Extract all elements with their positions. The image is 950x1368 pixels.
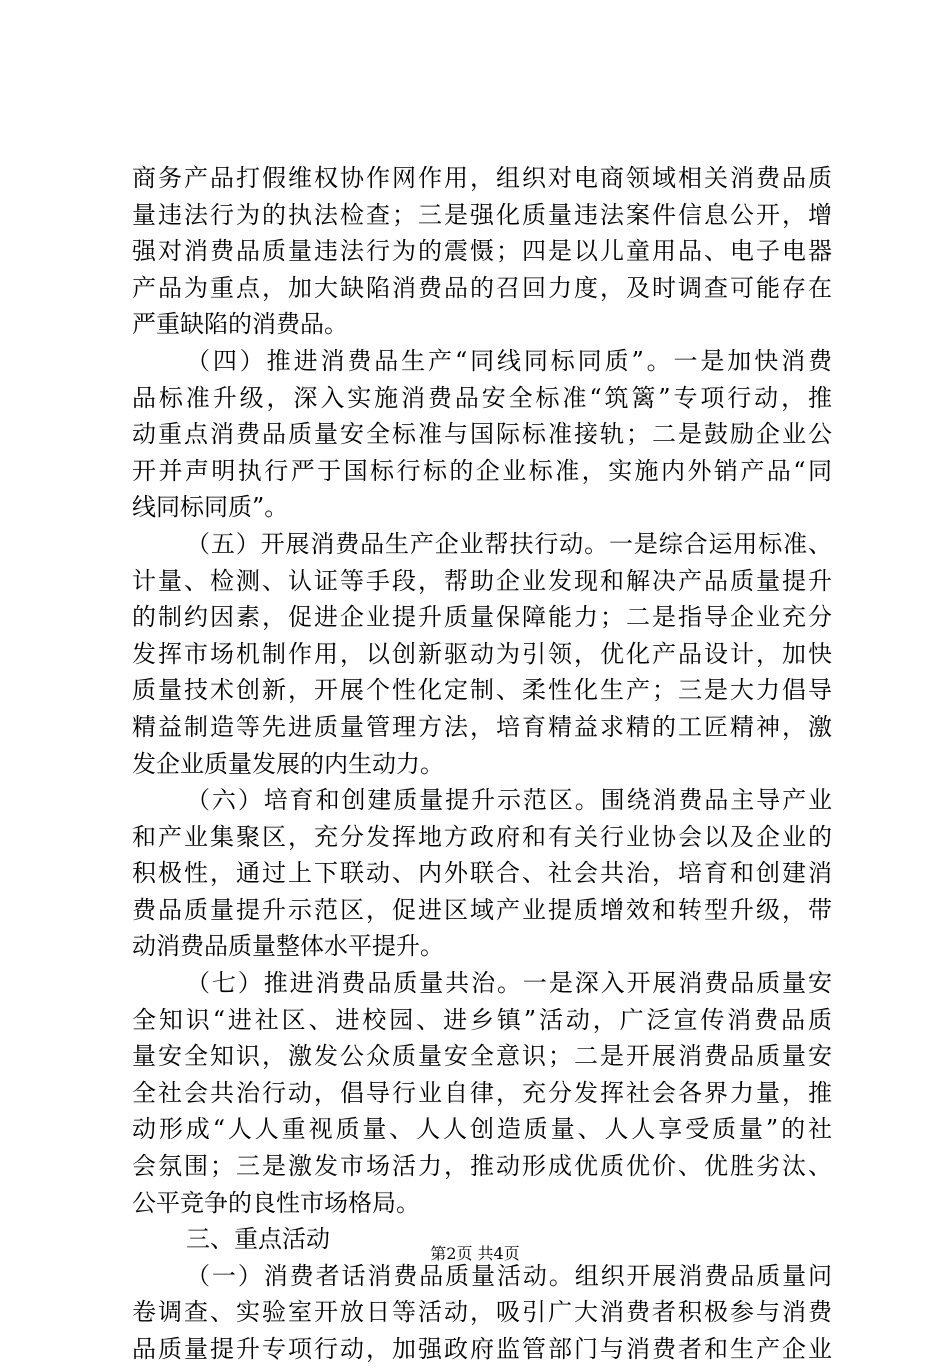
text-line: 卷调查、实验室开放日等活动，吸引广大消费者积极参与消费 [132,1298,832,1327]
text-line: 发挥市场机制作用，以创新驱动为引领，优化产品设计，加快 [132,639,832,668]
text-line: 费品质量提升示范区，促进区域产业提质增效和转型升级，带 [132,895,832,924]
text-line: （六）培育和创建质量提升示范区。围绕消费品主导产业 [186,786,832,815]
text-line: （四）推进消费品生产“同线同标同质”。一是加快消费 [186,346,832,375]
text-line: 全知识“进社区、进校园、进乡镇”活动，广泛宣传消费品质 [132,1005,832,1034]
text-line: 品质量提升专项行动，加强政府监管部门与消费者和生产企业 [132,1335,832,1363]
text-line: 计量、检测、认证等手段，帮助企业发现和解决产品质量提升 [132,566,832,595]
text-line: 动形成“人人重视质量、人人创造质量、人人享受质量”的社 [132,1115,832,1144]
document-body [132,160,832,1368]
text-line: 公平竞争的良性市场格局。 [132,1188,420,1217]
text-line: 商务产品打假维权协作网作用，组织对电商领域相关消费品质 [132,164,832,192]
text-line: 开并声明执行严于国标行标的企业标准，实施内外销产品“同 [132,456,832,485]
text-line: （七）推进消费品质量共治。一是深入开展消费品质量安 [186,969,832,998]
text-line: 严重缺陷的消费品。 [132,310,348,339]
text-line: 动重点消费品质量安全标准与国际标准接轨；二是鼓励企业公 [132,420,832,449]
text-line: 发企业质量发展的内生动力。 [132,749,444,778]
text-line: 强对消费品质量违法行为的震慑；四是以儿童用品、电子电器 [132,237,832,266]
text-line: 会氛围；三是激发市场活力，推动形成优质优价、优胜劣汰、 [132,1152,832,1181]
page-footer: 第2页 共4页 [430,1244,520,1263]
text-line: 量违法行为的执法检查；三是强化质量违法案件信息公开，增 [132,200,832,229]
text-line: 三、重点活动 [186,1225,330,1254]
text-line: （一）消费者话消费品质量活动。组织开展消费品质量问 [186,1261,832,1290]
text-line: 全社会共治行动，倡导行业自律，充分发挥社会各界力量，推 [132,1078,832,1107]
text-line: 品标准升级，深入实施消费品安全标准“筑篱”专项行动，推 [132,383,832,412]
text-line: 积极性，通过上下联动、内外联合、社会共治，培育和创建消 [132,859,832,888]
text-line: 产品为重点，加大缺陷消费品的召回力度，及时调查可能存在 [132,273,832,302]
text-line: （五）开展消费品生产企业帮扶行动。一是综合运用标准、 [186,529,832,558]
text-line: 和产业集聚区，充分发挥地方政府和有关行业协会以及企业的 [132,822,832,851]
text-line: 线同标同质”。 [132,493,289,522]
text-line: 精益制造等先进质量管理方法，培育精益求精的工匠精神，激 [132,712,832,741]
text-line: 的制约因素，促进企业提升质量保障能力；二是指导企业充分 [132,603,832,632]
text-line: 量安全知识，激发公众质量安全意识；二是开展消费品质量安 [132,1042,832,1071]
text-line: 质量技术创新，开展个性化定制、柔性化生产；三是大力倡导 [132,676,832,705]
text-line: 动消费品质量整体水平提升。 [132,932,444,961]
